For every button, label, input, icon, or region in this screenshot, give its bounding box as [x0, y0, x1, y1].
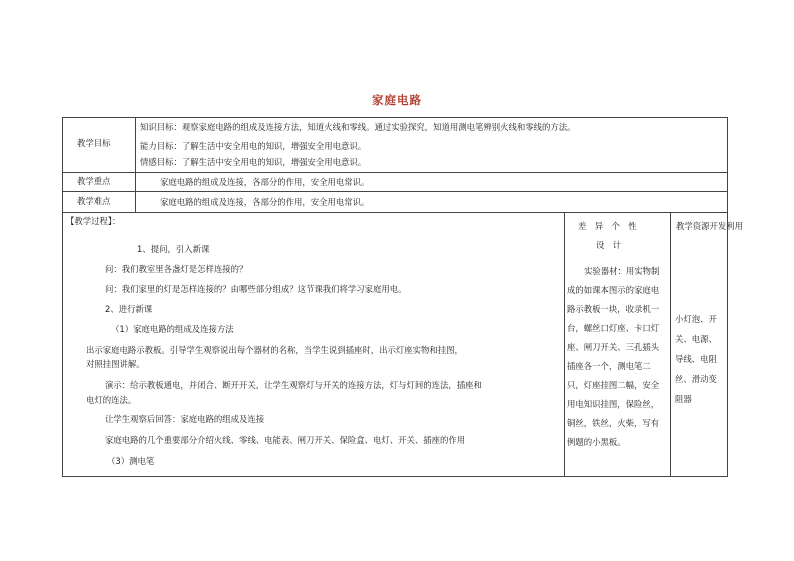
process-line: 2、进行新课: [105, 304, 153, 314]
process-line: 家庭电路的几个重要部分介绍火线、零线、电能表、闸刀开关、保险盒、电灯、开关、插座的作用: [105, 435, 466, 445]
resources-header: 教学资源开发利用: [676, 221, 743, 231]
objectives-label: 教学目标: [77, 138, 111, 148]
differentiated-header-sub: 设 计: [596, 240, 622, 250]
process-line: 1、提问，引入新课: [137, 244, 210, 254]
process-line: 对照挂图讲解。: [86, 359, 145, 369]
resources-text: 小灯泡、开关、电源、导线、电阻丝、滑动变阻器: [675, 314, 717, 404]
difficulties-label: 教学难点: [77, 196, 111, 206]
key-points-label: 教学重点: [77, 176, 111, 186]
process-line: （1）家庭电路的组成及连接方法: [111, 324, 234, 334]
table-border-top: [62, 117, 728, 118]
process-line: 演示：给示教板通电，并闭合、断开开关，让学生观察灯与开关的连接方法，灯与灯间的连法，插座和: [105, 380, 482, 390]
process-line: 电灯的连法。: [86, 395, 137, 405]
emotion-objective: 情感目标：了解生活中安全用电的知识，增强安全用电意识。: [140, 157, 367, 167]
table-border-right: [727, 117, 728, 476]
process-line: 问：我们教室里各盏灯是怎样连接的？: [105, 264, 248, 274]
row-divider-objectives: [62, 172, 728, 173]
resources-column-divider: [670, 212, 671, 476]
differentiated-text: 实验器材：用实物制成的如课本图示的家庭电路示教板一块，收录机一台，螺丝口灯座、卡口灯座、闸刀开关、三孔插头插座各一个，测电笔二只，灯座挂图二幅，安全用电知识挂图，保险丝，铜丝，铁丝，火柴，写有例题的小黑板。: [567, 266, 660, 447]
label-column-divider: [135, 117, 136, 212]
process-header: 【教学过程】：: [66, 216, 121, 226]
knowledge-objective: 知识目标：观察家庭电路的组成及连接方法，知道火线和零线。通过实验探究，知道用测电笔辨别火线和零线的方法。: [140, 122, 576, 132]
differentiated-column-divider: [564, 212, 565, 476]
table-border-bottom: [62, 476, 728, 477]
process-line: 让学生观察后回答：家庭电路的组成及连接: [105, 414, 265, 424]
page-title: 家庭电路: [372, 93, 422, 107]
difficulties-text: 家庭电路的组成及连接，各部分的作用，安全用电常识。: [160, 197, 370, 207]
process-line: （3）测电笔: [107, 456, 155, 466]
process-line: 出示家庭电路示教板。引导学生观察说出每个器材的名称，当学生说到插座时，出示灯座实物和挂图，: [86, 345, 463, 355]
differentiated-header: 差 异 个 性: [578, 221, 637, 231]
process-line: 问：我们家里的灯是怎样连接的？由哪些部分组成？这节课我们将学习家庭用电。: [105, 284, 407, 294]
key-points-text: 家庭电路的组成及连接，各部分的作用，安全用电常识。: [160, 177, 370, 187]
row-divider-difficulties: [62, 212, 728, 213]
ability-objective: 能力目标：了解生活中安全用电的知识，增强安全用电意识。: [140, 141, 367, 151]
table-border-left: [62, 117, 63, 476]
row-divider-keypoints: [62, 191, 728, 192]
